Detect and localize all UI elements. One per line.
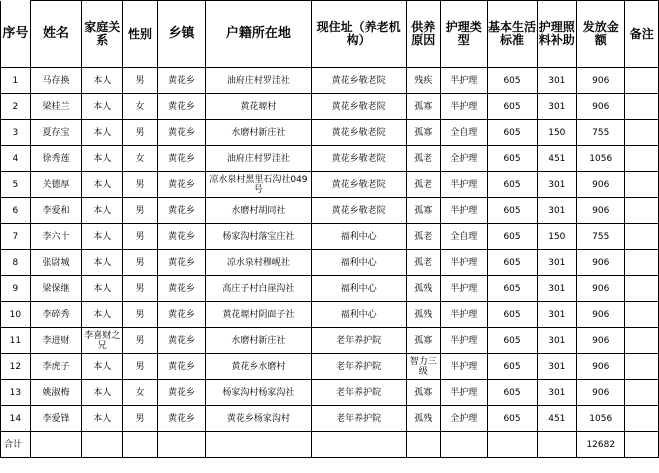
cell-base-standard: 605	[487, 120, 537, 146]
cell-name: 李进财	[30, 328, 81, 354]
cell-payment: 906	[577, 172, 625, 198]
cell-note	[625, 224, 659, 250]
cell-care-type: 半护理	[441, 68, 487, 94]
cell-town: 黄花乡	[157, 250, 205, 276]
cell-care-type: 半护理	[441, 328, 487, 354]
cell-support-reason: 孤寡	[406, 94, 440, 120]
cell-town: 黄花乡	[157, 94, 205, 120]
cell-town: 黄花乡	[157, 224, 205, 250]
cell-index: 3	[1, 120, 31, 146]
total-empty-cell	[406, 432, 440, 458]
cell-town: 黄花乡	[157, 198, 205, 224]
cell-support-reason: 孤寡	[406, 380, 440, 406]
cell-index: 6	[1, 198, 31, 224]
total-empty-cell	[206, 432, 312, 458]
table-row	[1, 146, 659, 172]
cell-base-standard: 605	[487, 406, 537, 432]
header-town: 乡镇	[157, 1, 205, 68]
cell-care-subsidy: 150	[537, 224, 576, 250]
header-index: 序号	[1, 1, 31, 68]
cell-payment: 906	[577, 68, 625, 94]
header-payment: 发放金额	[577, 1, 625, 68]
cell-relation: 本人	[82, 198, 123, 224]
total-empty-cell	[441, 432, 487, 458]
cell-relation: 本人	[82, 172, 123, 198]
cell-payment: 906	[577, 328, 625, 354]
cell-residence: 黄花乡敬老院	[311, 68, 406, 94]
cell-residence: 黄花乡敬老院	[311, 198, 406, 224]
cell-relation: 本人	[82, 406, 123, 432]
cell-base-standard: 605	[487, 354, 537, 380]
table-row	[1, 276, 659, 302]
cell-gender: 男	[123, 250, 157, 276]
cell-note	[625, 120, 659, 146]
cell-base-standard: 605	[487, 224, 537, 250]
cell-care-subsidy: 451	[537, 146, 576, 172]
header-care-type: 护理类型	[441, 1, 487, 68]
cell-hukou: 黄花乡水磨村	[206, 354, 312, 380]
cell-relation: 本人	[82, 250, 123, 276]
cell-hukou: 杨家沟村杨家沟社	[206, 380, 312, 406]
cell-base-standard: 605	[487, 276, 537, 302]
cell-town: 黄花乡	[157, 380, 205, 406]
cell-care-subsidy: 301	[537, 94, 576, 120]
cell-residence: 福利中心	[311, 302, 406, 328]
cell-hukou: 黄花乡杨家沟村	[206, 406, 312, 432]
cell-gender: 男	[123, 276, 157, 302]
cell-name: 李爱和	[30, 198, 81, 224]
cell-hukou: 凉水泉村黑里石沟社049 号	[206, 172, 312, 198]
table-row	[1, 224, 659, 250]
cell-note	[625, 250, 659, 276]
cell-care-subsidy: 451	[537, 406, 576, 432]
total-empty-cell	[625, 432, 659, 458]
cell-relation: 本人	[82, 380, 123, 406]
header-relation: 家庭关系	[82, 1, 123, 68]
cell-hukou: 黄花塬村阴面子社	[206, 302, 312, 328]
cell-name: 李六十	[30, 224, 81, 250]
cell-care-subsidy: 301	[537, 302, 576, 328]
cell-residence: 福利中心	[311, 224, 406, 250]
header-care-subsidy: 护理照料补助	[537, 1, 576, 68]
cell-care-subsidy: 301	[537, 68, 576, 94]
cell-payment: 906	[577, 250, 625, 276]
cell-care-type: 半护理	[441, 276, 487, 302]
cell-care-type: 半护理	[441, 94, 487, 120]
header-support-reason: 供养原因	[406, 1, 440, 68]
cell-gender: 男	[123, 224, 157, 250]
total-empty-cell	[157, 432, 205, 458]
cell-hukou: 黄花塬村	[206, 94, 312, 120]
cell-index: 1	[1, 68, 31, 94]
cell-care-type: 半护理	[441, 172, 487, 198]
cell-name: 李虎子	[30, 354, 81, 380]
header-hukou: 户籍所在地	[206, 1, 312, 68]
cell-relation: 本人	[82, 94, 123, 120]
total-empty-cell	[487, 432, 537, 458]
cell-residence: 老年养护院	[311, 406, 406, 432]
cell-index: 2	[1, 94, 31, 120]
cell-relation: 本人	[82, 302, 123, 328]
table-row	[1, 354, 659, 380]
cell-relation: 本人	[82, 224, 123, 250]
cell-note	[625, 68, 659, 94]
cell-care-type: 半护理	[441, 354, 487, 380]
cell-note	[625, 302, 659, 328]
table-row	[1, 198, 659, 224]
cell-relation: 本人	[82, 68, 123, 94]
cell-note	[625, 276, 659, 302]
cell-town: 黄花乡	[157, 146, 205, 172]
cell-support-reason: 孤老	[406, 146, 440, 172]
header-row	[1, 1, 659, 68]
cell-care-type: 全自理	[441, 224, 487, 250]
cell-base-standard: 605	[487, 94, 537, 120]
cell-care-type: 半护理	[441, 302, 487, 328]
cell-name: 姚淑梅	[30, 380, 81, 406]
cell-relation: 本人	[82, 276, 123, 302]
cell-care-type: 全护理	[441, 146, 487, 172]
cell-payment: 906	[577, 302, 625, 328]
cell-hukou: 油府庄村罗洼社	[206, 68, 312, 94]
total-empty-cell	[537, 432, 576, 458]
cell-gender: 男	[123, 328, 157, 354]
cell-note	[625, 328, 659, 354]
cell-base-standard: 605	[487, 302, 537, 328]
total-empty-cell	[123, 432, 157, 458]
cell-residence: 老年养护院	[311, 354, 406, 380]
header-base-standard: 基本生活标准	[487, 1, 537, 68]
total-empty-cell	[82, 432, 123, 458]
cell-gender: 男	[123, 172, 157, 198]
cell-name: 梁保继	[30, 276, 81, 302]
cell-base-standard: 605	[487, 146, 537, 172]
cell-care-type: 半护理	[441, 198, 487, 224]
cell-town: 黄花乡	[157, 120, 205, 146]
cell-base-standard: 605	[487, 380, 537, 406]
cell-payment: 755	[577, 120, 625, 146]
cell-hukou: 杨家沟村落宝庄社	[206, 224, 312, 250]
cell-care-subsidy: 301	[537, 172, 576, 198]
cell-residence: 福利中心	[311, 276, 406, 302]
cell-index: 5	[1, 172, 31, 198]
cell-residence: 福利中心	[311, 250, 406, 276]
cell-care-subsidy: 301	[537, 328, 576, 354]
cell-residence: 老年养护院	[311, 328, 406, 354]
table-row	[1, 302, 659, 328]
cell-payment: 906	[577, 276, 625, 302]
cell-care-type: 全护理	[441, 406, 487, 432]
cell-town: 黄花乡	[157, 172, 205, 198]
cell-index: 12	[1, 354, 31, 380]
cell-support-reason: 孤老	[406, 224, 440, 250]
header-gender: 性别	[123, 1, 157, 68]
cell-support-reason: 孤残	[406, 302, 440, 328]
cell-index: 11	[1, 328, 31, 354]
cell-payment: 906	[577, 94, 625, 120]
cell-note	[625, 146, 659, 172]
cell-name: 夏存宝	[30, 120, 81, 146]
cell-payment: 906	[577, 354, 625, 380]
cell-town: 黄花乡	[157, 68, 205, 94]
cell-index: 4	[1, 146, 31, 172]
cell-hukou: 油府庄村罗洼社	[206, 146, 312, 172]
cell-care-subsidy: 301	[537, 276, 576, 302]
cell-care-type: 全自理	[441, 120, 487, 146]
total-label: 合计	[1, 432, 31, 458]
header-note: 备注	[625, 1, 659, 68]
cell-support-reason: 孤残	[406, 406, 440, 432]
cell-residence: 黄花乡敬老院	[311, 146, 406, 172]
total-row	[1, 432, 659, 458]
cell-index: 13	[1, 380, 31, 406]
cell-name: 马存换	[30, 68, 81, 94]
cell-payment: 1056	[577, 146, 625, 172]
cell-care-subsidy: 301	[537, 250, 576, 276]
cell-town: 黄花乡	[157, 406, 205, 432]
cell-care-subsidy: 301	[537, 198, 576, 224]
total-empty-cell	[30, 432, 81, 458]
cell-index: 9	[1, 276, 31, 302]
cell-gender: 男	[123, 198, 157, 224]
cell-gender: 男	[123, 68, 157, 94]
cell-note	[625, 380, 659, 406]
cell-note	[625, 172, 659, 198]
cell-name: 梁桂兰	[30, 94, 81, 120]
cell-support-reason: 孤老	[406, 172, 440, 198]
cell-name: 关德厚	[30, 172, 81, 198]
cell-note	[625, 94, 659, 120]
cell-hukou: 水磨村新庄社	[206, 328, 312, 354]
header-residence: 现住址（养老机构）	[311, 1, 406, 68]
cell-town: 黄花乡	[157, 276, 205, 302]
cell-relation: 本人	[82, 146, 123, 172]
cell-index: 10	[1, 302, 31, 328]
cell-base-standard: 605	[487, 172, 537, 198]
cell-hukou: 高庄子村白崖沟社	[206, 276, 312, 302]
cell-support-reason: 孤老	[406, 250, 440, 276]
table-row	[1, 68, 659, 94]
cell-gender: 男	[123, 354, 157, 380]
cell-gender: 男	[123, 302, 157, 328]
cell-hukou: 水磨村新庄社	[206, 120, 312, 146]
cell-payment: 1056	[577, 406, 625, 432]
cell-care-subsidy: 301	[537, 354, 576, 380]
cell-gender: 女	[123, 94, 157, 120]
cell-note	[625, 354, 659, 380]
cell-residence: 黄花乡敬老院	[311, 94, 406, 120]
table-row	[1, 328, 659, 354]
table-row	[1, 380, 659, 406]
cell-residence: 黄花乡敬老院	[311, 172, 406, 198]
cell-payment: 906	[577, 198, 625, 224]
cell-care-subsidy: 150	[537, 120, 576, 146]
cell-town: 黄花乡	[157, 354, 205, 380]
cell-index: 8	[1, 250, 31, 276]
cell-index: 14	[1, 406, 31, 432]
cell-payment: 906	[577, 380, 625, 406]
cell-support-reason: 孤寡	[406, 120, 440, 146]
cell-care-subsidy: 301	[537, 380, 576, 406]
cell-note	[625, 406, 659, 432]
cell-gender: 女	[123, 146, 157, 172]
total-payment: 12682	[577, 432, 625, 458]
cell-name: 李碎秀	[30, 302, 81, 328]
cell-hukou: 凉水泉村穆岘社	[206, 250, 312, 276]
cell-support-reason: 孤寡	[406, 328, 440, 354]
table-row	[1, 406, 659, 432]
cell-hukou: 水磨村胡同社	[206, 198, 312, 224]
table-row	[1, 250, 659, 276]
cell-name: 徐秀莲	[30, 146, 81, 172]
table-row	[1, 172, 659, 198]
cell-support-reason: 孤寡	[406, 198, 440, 224]
cell-base-standard: 605	[487, 68, 537, 94]
cell-care-type: 半护理	[441, 380, 487, 406]
cell-support-reason: 智力三级	[406, 354, 440, 380]
header-name: 姓名	[30, 1, 81, 68]
cell-index: 7	[1, 224, 31, 250]
total-empty-cell	[311, 432, 406, 458]
cell-note	[625, 198, 659, 224]
cell-relation: 李喜财之兄	[82, 328, 123, 354]
cell-residence: 老年养护院	[311, 380, 406, 406]
cell-care-type: 半护理	[441, 250, 487, 276]
cell-base-standard: 605	[487, 328, 537, 354]
cell-base-standard: 605	[487, 198, 537, 224]
cell-name: 李爱锋	[30, 406, 81, 432]
cell-relation: 本人	[82, 354, 123, 380]
cell-gender: 女	[123, 380, 157, 406]
table-row	[1, 120, 659, 146]
cell-town: 黄花乡	[157, 302, 205, 328]
table-row	[1, 94, 659, 120]
cell-support-reason: 残疾	[406, 68, 440, 94]
cell-payment: 755	[577, 224, 625, 250]
cell-residence: 黄花乡敬老院	[311, 120, 406, 146]
cell-name: 张尉城	[30, 250, 81, 276]
cell-relation: 本人	[82, 120, 123, 146]
cell-gender: 男	[123, 120, 157, 146]
cell-base-standard: 605	[487, 250, 537, 276]
cell-town: 黄花乡	[157, 328, 205, 354]
cell-support-reason: 孤残	[406, 276, 440, 302]
cell-gender: 男	[123, 406, 157, 432]
